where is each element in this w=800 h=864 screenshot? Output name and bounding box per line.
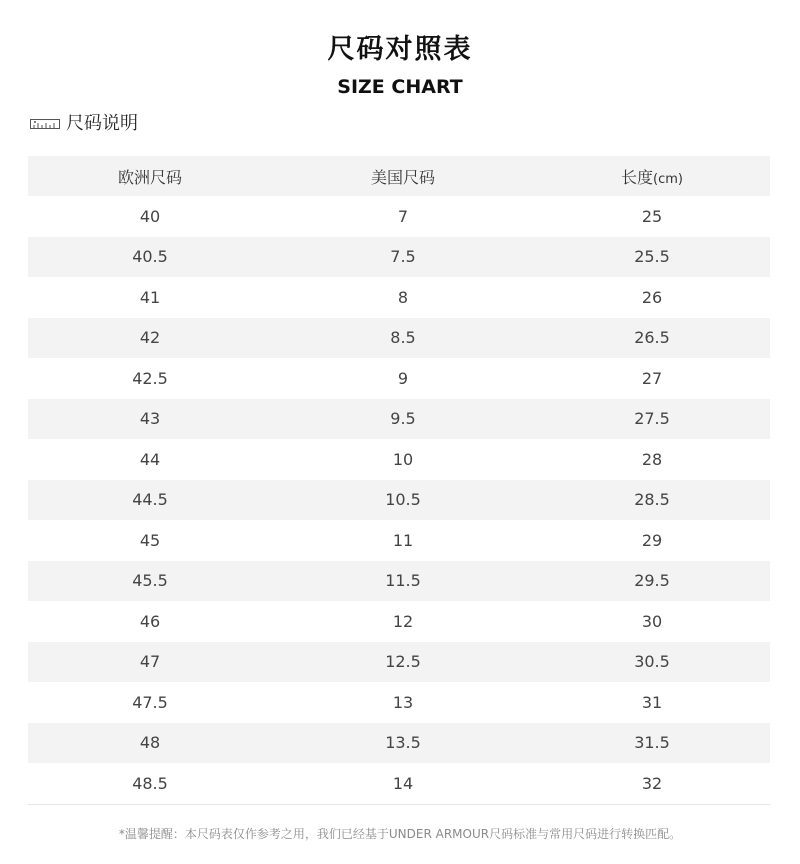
cell-length: 28.5 — [634, 490, 670, 510]
cell-us-size: 9 — [397, 368, 409, 388]
table-row — [28, 318, 770, 359]
cell-us-size: 8 — [397, 287, 409, 307]
table-header-row — [28, 156, 770, 196]
cell-us-size: 12 — [392, 611, 414, 631]
cell-length: 26 — [641, 287, 663, 307]
table-row — [28, 439, 770, 480]
cell-us-size: 14 — [392, 773, 414, 793]
cell-eu-size: 47.5 — [132, 692, 168, 712]
cell-eu-size: 48.5 — [132, 773, 168, 793]
cell-eu-size: 45.5 — [132, 571, 168, 591]
cell-length: 30.5 — [634, 652, 670, 672]
cell-eu-size: 47 — [139, 652, 161, 672]
table-row — [28, 642, 770, 683]
cell-length: 28 — [641, 449, 663, 469]
table-row — [28, 399, 770, 440]
section-heading — [30, 110, 138, 138]
cell-length: 31 — [641, 692, 663, 712]
header-us-size: 美国尺码 — [370, 167, 435, 187]
table-row — [28, 520, 770, 561]
table-row — [28, 480, 770, 521]
cell-us-size: 7 — [397, 206, 409, 226]
cell-length: 27.5 — [634, 409, 670, 429]
section-label: 尺码说明 — [66, 113, 138, 134]
cell-length: 32 — [641, 773, 663, 793]
cell-us-size: 11 — [392, 530, 414, 550]
cell-eu-size: 42 — [139, 328, 161, 348]
table-row — [28, 763, 770, 804]
cell-eu-size: 44.5 — [132, 490, 168, 510]
cell-eu-size: 45 — [139, 530, 161, 550]
cell-us-size: 10 — [392, 449, 414, 469]
table-row — [28, 196, 770, 237]
cell-us-size: 11.5 — [385, 571, 421, 591]
header-length-unit: (cm) — [653, 171, 683, 187]
divider — [28, 804, 770, 805]
cell-us-size: 13.5 — [385, 733, 421, 753]
cell-eu-size: 40 — [139, 206, 161, 226]
cell-eu-size: 40.5 — [132, 247, 168, 267]
cell-eu-size: 42.5 — [132, 368, 168, 388]
cell-eu-size: 41 — [139, 287, 161, 307]
cell-length: 29 — [641, 530, 663, 550]
table-row — [28, 237, 770, 278]
table-row — [28, 358, 770, 399]
table-row — [28, 682, 770, 723]
table-row — [28, 277, 770, 318]
cell-us-size: 12.5 — [385, 652, 421, 672]
table-row — [28, 561, 770, 602]
table-row — [28, 601, 770, 642]
cell-eu-size: 44 — [139, 449, 161, 469]
cell-eu-size: 48 — [139, 733, 161, 753]
header-eu-size: 欧洲尺码 — [117, 167, 182, 187]
cell-us-size: 8.5 — [390, 328, 416, 348]
cell-length: 31.5 — [634, 733, 670, 753]
ruler-icon — [30, 119, 60, 129]
cell-length: 27 — [641, 368, 663, 388]
cell-eu-size: 46 — [139, 611, 161, 631]
header-length — [534, 165, 770, 188]
table-row — [28, 723, 770, 764]
cell-length: 26.5 — [634, 328, 670, 348]
cell-length: 25 — [641, 206, 663, 226]
size-chart-table — [28, 156, 770, 804]
cell-us-size: 13 — [392, 692, 414, 712]
cell-length: 29.5 — [634, 571, 670, 591]
table-body — [28, 196, 770, 804]
page-title: 尺码对照表 — [327, 34, 473, 65]
cell-us-size: 7.5 — [390, 247, 416, 267]
page-subtitle: SIZE CHART — [337, 76, 463, 98]
cell-us-size: 9.5 — [390, 409, 416, 429]
cell-length: 25.5 — [634, 247, 670, 267]
cell-us-size: 10.5 — [385, 490, 421, 510]
footnote: *温馨提醒：本尺码表仅作参考之用，我们已经基于UNDER ARMOUR尺码标准与常用尺码进行转换匹配。 — [118, 827, 682, 841]
cell-eu-size: 43 — [139, 409, 161, 429]
cell-length: 30 — [641, 611, 663, 631]
header-length-label: 长度 — [621, 167, 654, 187]
